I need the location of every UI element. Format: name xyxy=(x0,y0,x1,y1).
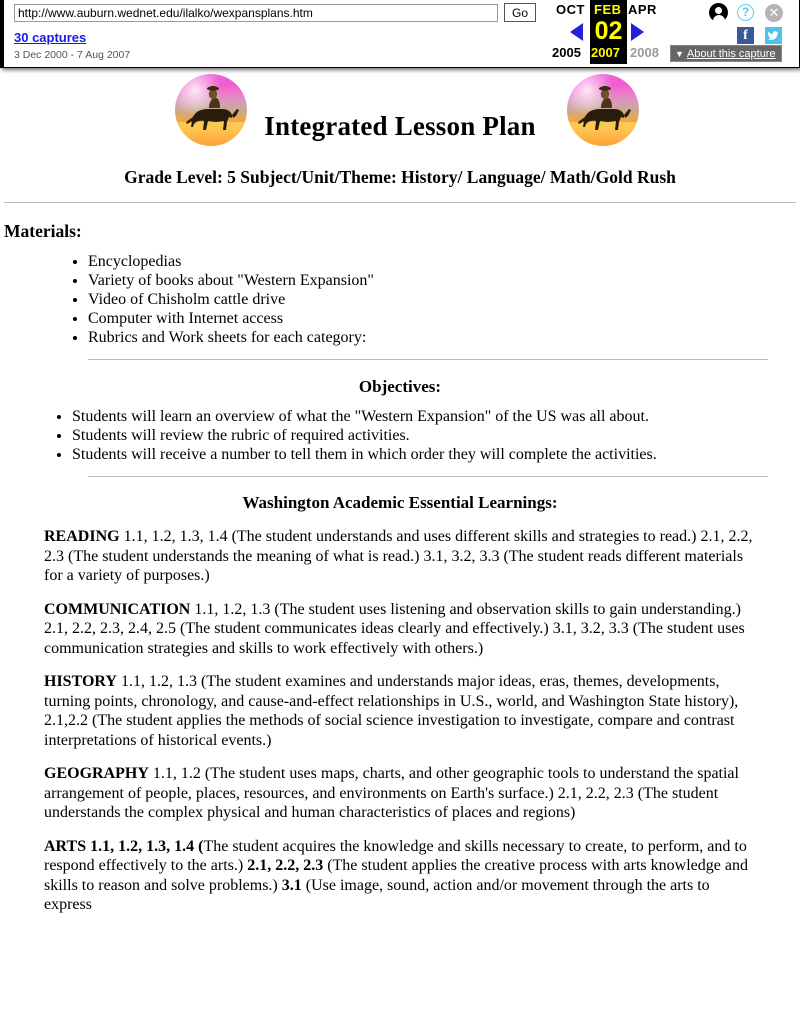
list-item: • Variety of books about "Western Expansion" xyxy=(88,271,800,290)
eal-body: 1.1, 1.2, 1.3, 1.4 (The student understands and uses different skills and strategies to read.) 2.1, 2.2, 2.3 (The student understands the meaning of what is read.) 3.1, 3.2, 3.3 (The student reads different materials for a variety of purposes.) xyxy=(44,528,753,584)
eal-arts-paragraph xyxy=(44,837,756,915)
lesson-plan-document xyxy=(0,68,800,915)
eal-body: 1.1, 1.2, 1.3 (The student uses listening and observation skills to gain understanding.) 2.1, 2.2, 2.3, 2.4, 2.5 (The student communicates ideas clearly and effectively.) 3.1, 3.2, 3.3 (The student uses communication strategies and skills to work effectively with others.) xyxy=(44,600,745,657)
eal-entry xyxy=(44,527,756,586)
year-prev-label[interactable]: 2005 xyxy=(552,45,581,60)
list-item: • Students will learn an overview of what the "Western Expansion" of the US was all about. xyxy=(72,407,800,426)
grade-level-line: Grade Level: 5 Subject/Unit/Theme: History/ Language/ Math/Gold Rush xyxy=(124,167,676,187)
account-icon[interactable] xyxy=(709,3,728,22)
facebook-icon[interactable]: f xyxy=(737,27,754,44)
eal-subject: COMMUNICATION xyxy=(44,600,191,618)
arts-lead: ARTS 1.1, 1.2, 1.3, 1.4 ( xyxy=(44,837,204,855)
arts-codes-3: 3.1 xyxy=(281,876,302,894)
url-input[interactable] xyxy=(14,4,498,22)
twitter-icon[interactable] xyxy=(765,27,782,44)
about-this-capture-label: About this capture xyxy=(686,48,776,60)
eal-subject: HISTORY xyxy=(44,673,117,690)
eal-list xyxy=(0,527,800,823)
list-item: • Video of Chisholm cattle drive xyxy=(88,290,800,309)
arts-text-3: (Use image, sound, action and/or movement through the arts to express xyxy=(44,876,710,913)
eal-body: 1.1, 1.2, 1.3 (The student examines and understands major ideas, eras, themes, developments, turning points, chronology, and cause-and-effect relationships in U.S., world, and Washington State history), 2.1,2.2 (The student applies the methods of social science investigation to investigate, compare and contrast interpretations of historical events.) xyxy=(44,673,739,749)
month-prev-label[interactable]: OCT xyxy=(556,2,585,17)
arts-codes-2: 2.1, 2.2, 2.3 xyxy=(247,857,324,874)
close-glyph: ✕ xyxy=(768,5,780,20)
eal-entry xyxy=(44,600,756,659)
capture-date-range: 3 Dec 2000 - 7 Aug 2007 xyxy=(14,49,131,61)
year-current-label: 2007 xyxy=(591,45,620,60)
list-item: • Rubrics and Work sheets for each category: xyxy=(88,328,800,347)
capture-day: 02 xyxy=(594,17,623,45)
divider-top xyxy=(4,202,796,203)
go-button[interactable]: Go xyxy=(504,3,536,22)
objectives-heading: Objectives: xyxy=(358,377,442,396)
list-item: • Students will review the rubric of required activities. xyxy=(72,426,800,445)
arts-text-1: The student acquires the knowledge and skills necessary to create, to perform, and to respond effectively to the arts.) xyxy=(44,837,747,874)
about-this-capture-button[interactable] xyxy=(670,45,782,62)
divider-objectives xyxy=(88,476,768,477)
url-row xyxy=(14,3,536,22)
wayback-toolbar xyxy=(0,0,800,68)
eal-entry xyxy=(44,764,756,823)
eal-subject: READING xyxy=(44,528,120,545)
masthead xyxy=(0,68,800,150)
arrow-right-icon[interactable] xyxy=(631,23,644,41)
month-current-label: FEB xyxy=(594,2,622,17)
year-next-label[interactable]: 2008 xyxy=(630,45,659,60)
eal-body: 1.1, 1.2 (The student uses maps, charts, and other geographic tools to understand the spatial arrangement of people, places, resources, and environments on Earth's surface.) 2.1, 2.2, 2.3 (The student understands the complex physical and human characteristics of places and regions) xyxy=(44,765,739,821)
eal-entry xyxy=(44,672,756,750)
arts-text-2: (The student applies the creative process with arts knowledge and skills to reason and solve problems.) xyxy=(44,857,748,894)
objectives-list xyxy=(0,407,800,464)
list-item: • Students will receive a number to tell them in which order they will complete the activities. xyxy=(72,445,800,464)
arrow-left-icon[interactable] xyxy=(570,23,583,41)
captures-link[interactable]: 30 captures xyxy=(14,30,87,45)
help-icon[interactable]: ? xyxy=(737,4,754,21)
materials-list xyxy=(0,252,800,347)
divider-materials xyxy=(88,359,768,360)
month-next-label[interactable]: APR xyxy=(628,2,657,17)
list-item: • Encyclopedias xyxy=(88,252,800,271)
page-title: Integrated Lesson Plan xyxy=(264,111,536,141)
eal-heading: Washington Academic Essential Learnings: xyxy=(242,493,558,512)
close-icon[interactable] xyxy=(765,4,783,22)
chevron-down-icon: ▼ xyxy=(675,49,684,59)
materials-heading: Materials: xyxy=(4,221,82,241)
list-item: • Computer with Internet access xyxy=(88,309,800,328)
eal-subject: GEOGRAPHY xyxy=(44,765,149,782)
